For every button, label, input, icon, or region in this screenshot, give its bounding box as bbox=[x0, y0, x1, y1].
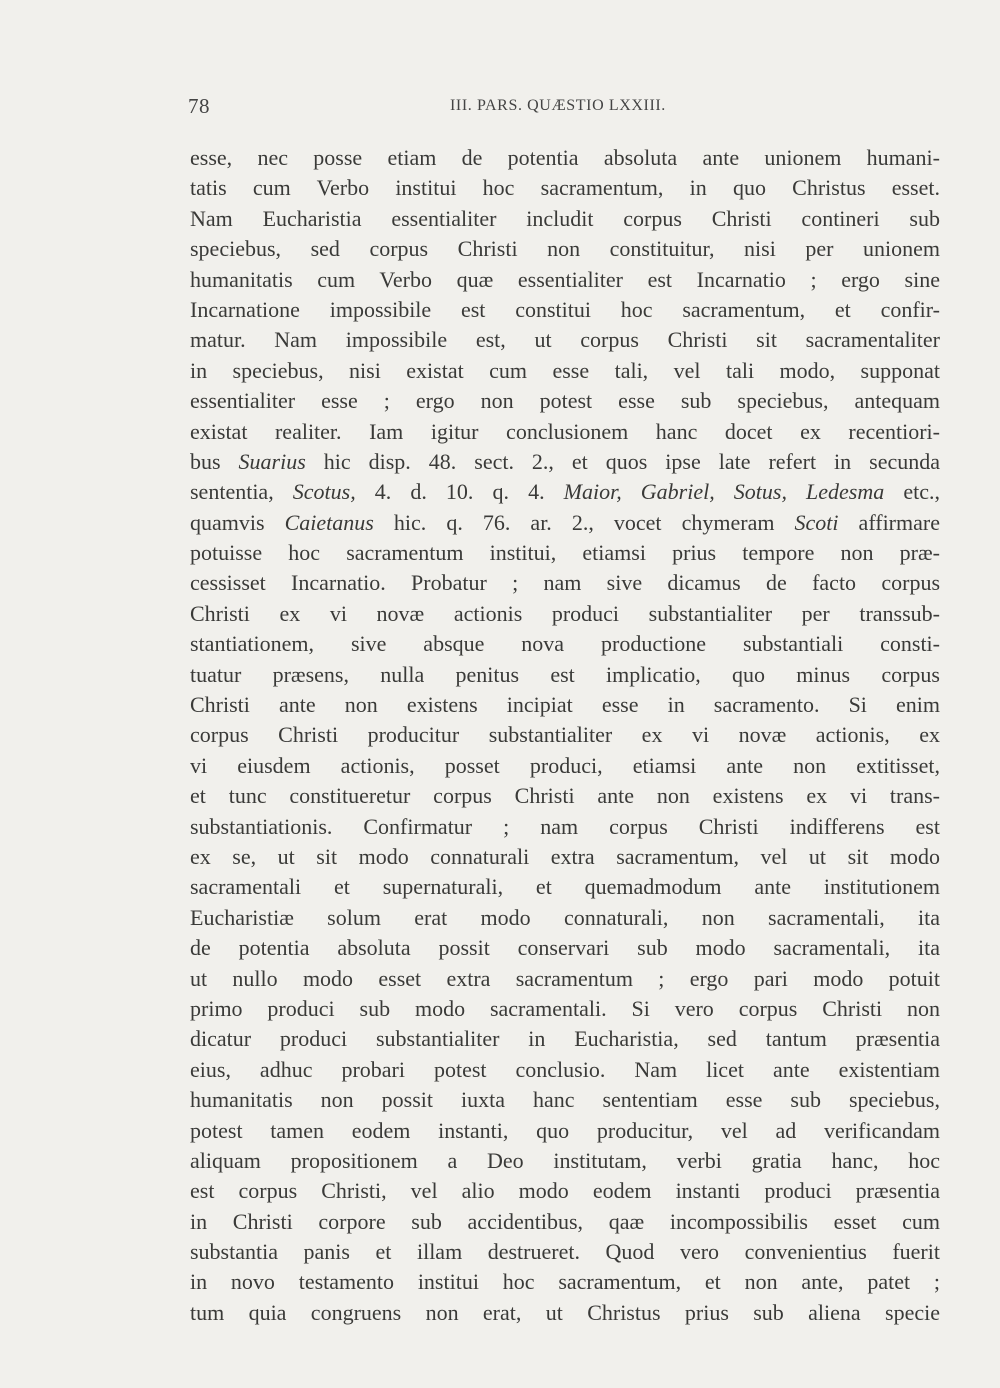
text-line: esse, nec posse etiam de potentia absoluta ante unionem humani- bbox=[190, 145, 940, 170]
text-line: humanitatis non possit iuxta hanc sententiam esse sub speciebus, bbox=[190, 1087, 940, 1113]
text-line: in speciebus, nisi existat cum esse tali, vel tali modo, supponat bbox=[190, 357, 940, 383]
text-line: in novo testamento institui hoc sacramentum, et non ante, patet ; bbox=[190, 1269, 940, 1295]
text-line: Nam Eucharistia essentialiter includit corpus Christi contineri sub bbox=[190, 205, 940, 231]
text-line: corpus Christi producitur substantialiter ex vi novæ actionis, ex bbox=[190, 722, 940, 748]
text-line: bus Suarius hic disp. 48. sect. 2., et quos ipse late refert in secunda bbox=[190, 448, 940, 474]
text-line: existat realiter. Iam igitur conclusionem hanc docet ex recentiori- bbox=[190, 418, 940, 444]
text-line: stantiationem, sive absque nova productione substantiali consti- bbox=[190, 631, 940, 657]
text-line: aliquam propositionem a Deo institutam, verbi gratia hanc, hoc bbox=[190, 1147, 940, 1173]
text-line: speciebus, sed corpus Christi non constituitur, nisi per unionem bbox=[190, 236, 940, 262]
text-line: potest tamen eodem instanti, quo producitur, vel ad verificandam bbox=[190, 1117, 940, 1143]
running-head: III. PARS. QUÆSTIO LXXIII. bbox=[450, 97, 666, 114]
text-line: sententia, Scotus, 4. d. 10. q. 4. Maior, Gabriel, Sotus, Ledesma etc., bbox=[190, 479, 940, 505]
text-line: substantia panis et illam destrueret. Quod vero convenientius fuerit bbox=[190, 1239, 940, 1265]
text-line: ut nullo modo esset extra sacramentum ; ergo pari modo potuit bbox=[190, 965, 940, 991]
text-line: et tunc constitueretur corpus Christi ante non existens ex vi trans- bbox=[190, 783, 940, 809]
text-line: est corpus Christi, vel alio modo eodem instanti produci præsentia bbox=[190, 1178, 940, 1204]
text-line: primo produci sub modo sacramentali. Si vero corpus Christi non bbox=[190, 995, 940, 1021]
text-line: sacramentali et supernaturali, et quemadmodum ante institutionem bbox=[190, 874, 940, 900]
italic-name: Maior, Gabriel, Sotus, Ledesma bbox=[563, 479, 885, 505]
text-line: tatis cum Verbo institui hoc sacramentum, in quo Christus esset. bbox=[190, 175, 940, 201]
text-line: in Christi corpore sub accidentibus, qaæ incompossibilis esset cum bbox=[190, 1208, 940, 1234]
italic-name: Scotus, bbox=[292, 479, 356, 505]
text-line: cessisset Incarnatio. Probatur ; nam sive dicamus de facto corpus bbox=[190, 570, 940, 596]
text-line: vi eiusdem actionis, posset produci, etiamsi ante non extitisset, bbox=[190, 752, 940, 778]
italic-name: Suarius bbox=[238, 448, 306, 474]
text-line: de potentia absoluta possit conservari sub modo sacramentali, ita bbox=[190, 935, 940, 961]
body-text bbox=[190, 143, 940, 1328]
text-line: essentialiter esse ; ergo non potest esse sub speciebus, antequam bbox=[190, 388, 940, 414]
text-line: ex se, ut sit modo connaturali extra sacramentum, vel ut sit modo bbox=[190, 843, 940, 869]
italic-name: Scoti bbox=[794, 509, 839, 535]
text-line: potuisse hoc sacramentum institui, etiamsi prius tempore non præ- bbox=[190, 540, 940, 566]
text-line: eius, adhuc probari potest conclusio. Nam licet ante existentiam bbox=[190, 1056, 940, 1082]
text-line: substantiationis. Confirmatur ; nam corpus Christi indifferens est bbox=[190, 813, 940, 839]
italic-name: Caietanus bbox=[284, 509, 374, 535]
text-line: Incarnatione impossibile est constitui hoc sacramentum, et confir- bbox=[190, 296, 940, 322]
text-line: dicatur produci substantialiter in Eucharistia, sed tantum præsentia bbox=[190, 1026, 940, 1052]
text-line: Christi ante non existens incipiat esse in sacramento. Si enim bbox=[190, 692, 940, 718]
text-line: tum quia congruens non erat, ut Christus prius sub aliena specie bbox=[190, 1299, 940, 1325]
text-line: humanitatis cum Verbo quæ essentialiter est Incarnatio ; ergo sine bbox=[190, 266, 940, 292]
page-number: 78 bbox=[188, 94, 210, 118]
text-line: Christi ex vi novæ actionis produci substantialiter per transsub- bbox=[190, 600, 940, 626]
text-line: quamvis Caietanus hic. q. 76. ar. 2., vocet chymeram Scoti affirmare bbox=[190, 509, 940, 535]
text-line: tuatur præsens, nulla penitus est implicatio, quo minus corpus bbox=[190, 661, 940, 687]
text-line: matur. Nam impossibile est, ut corpus Christi sit sacramentaliter bbox=[190, 327, 940, 353]
text-line: Eucharistiæ solum erat modo connaturali, non sacramentali, ita bbox=[190, 904, 940, 930]
